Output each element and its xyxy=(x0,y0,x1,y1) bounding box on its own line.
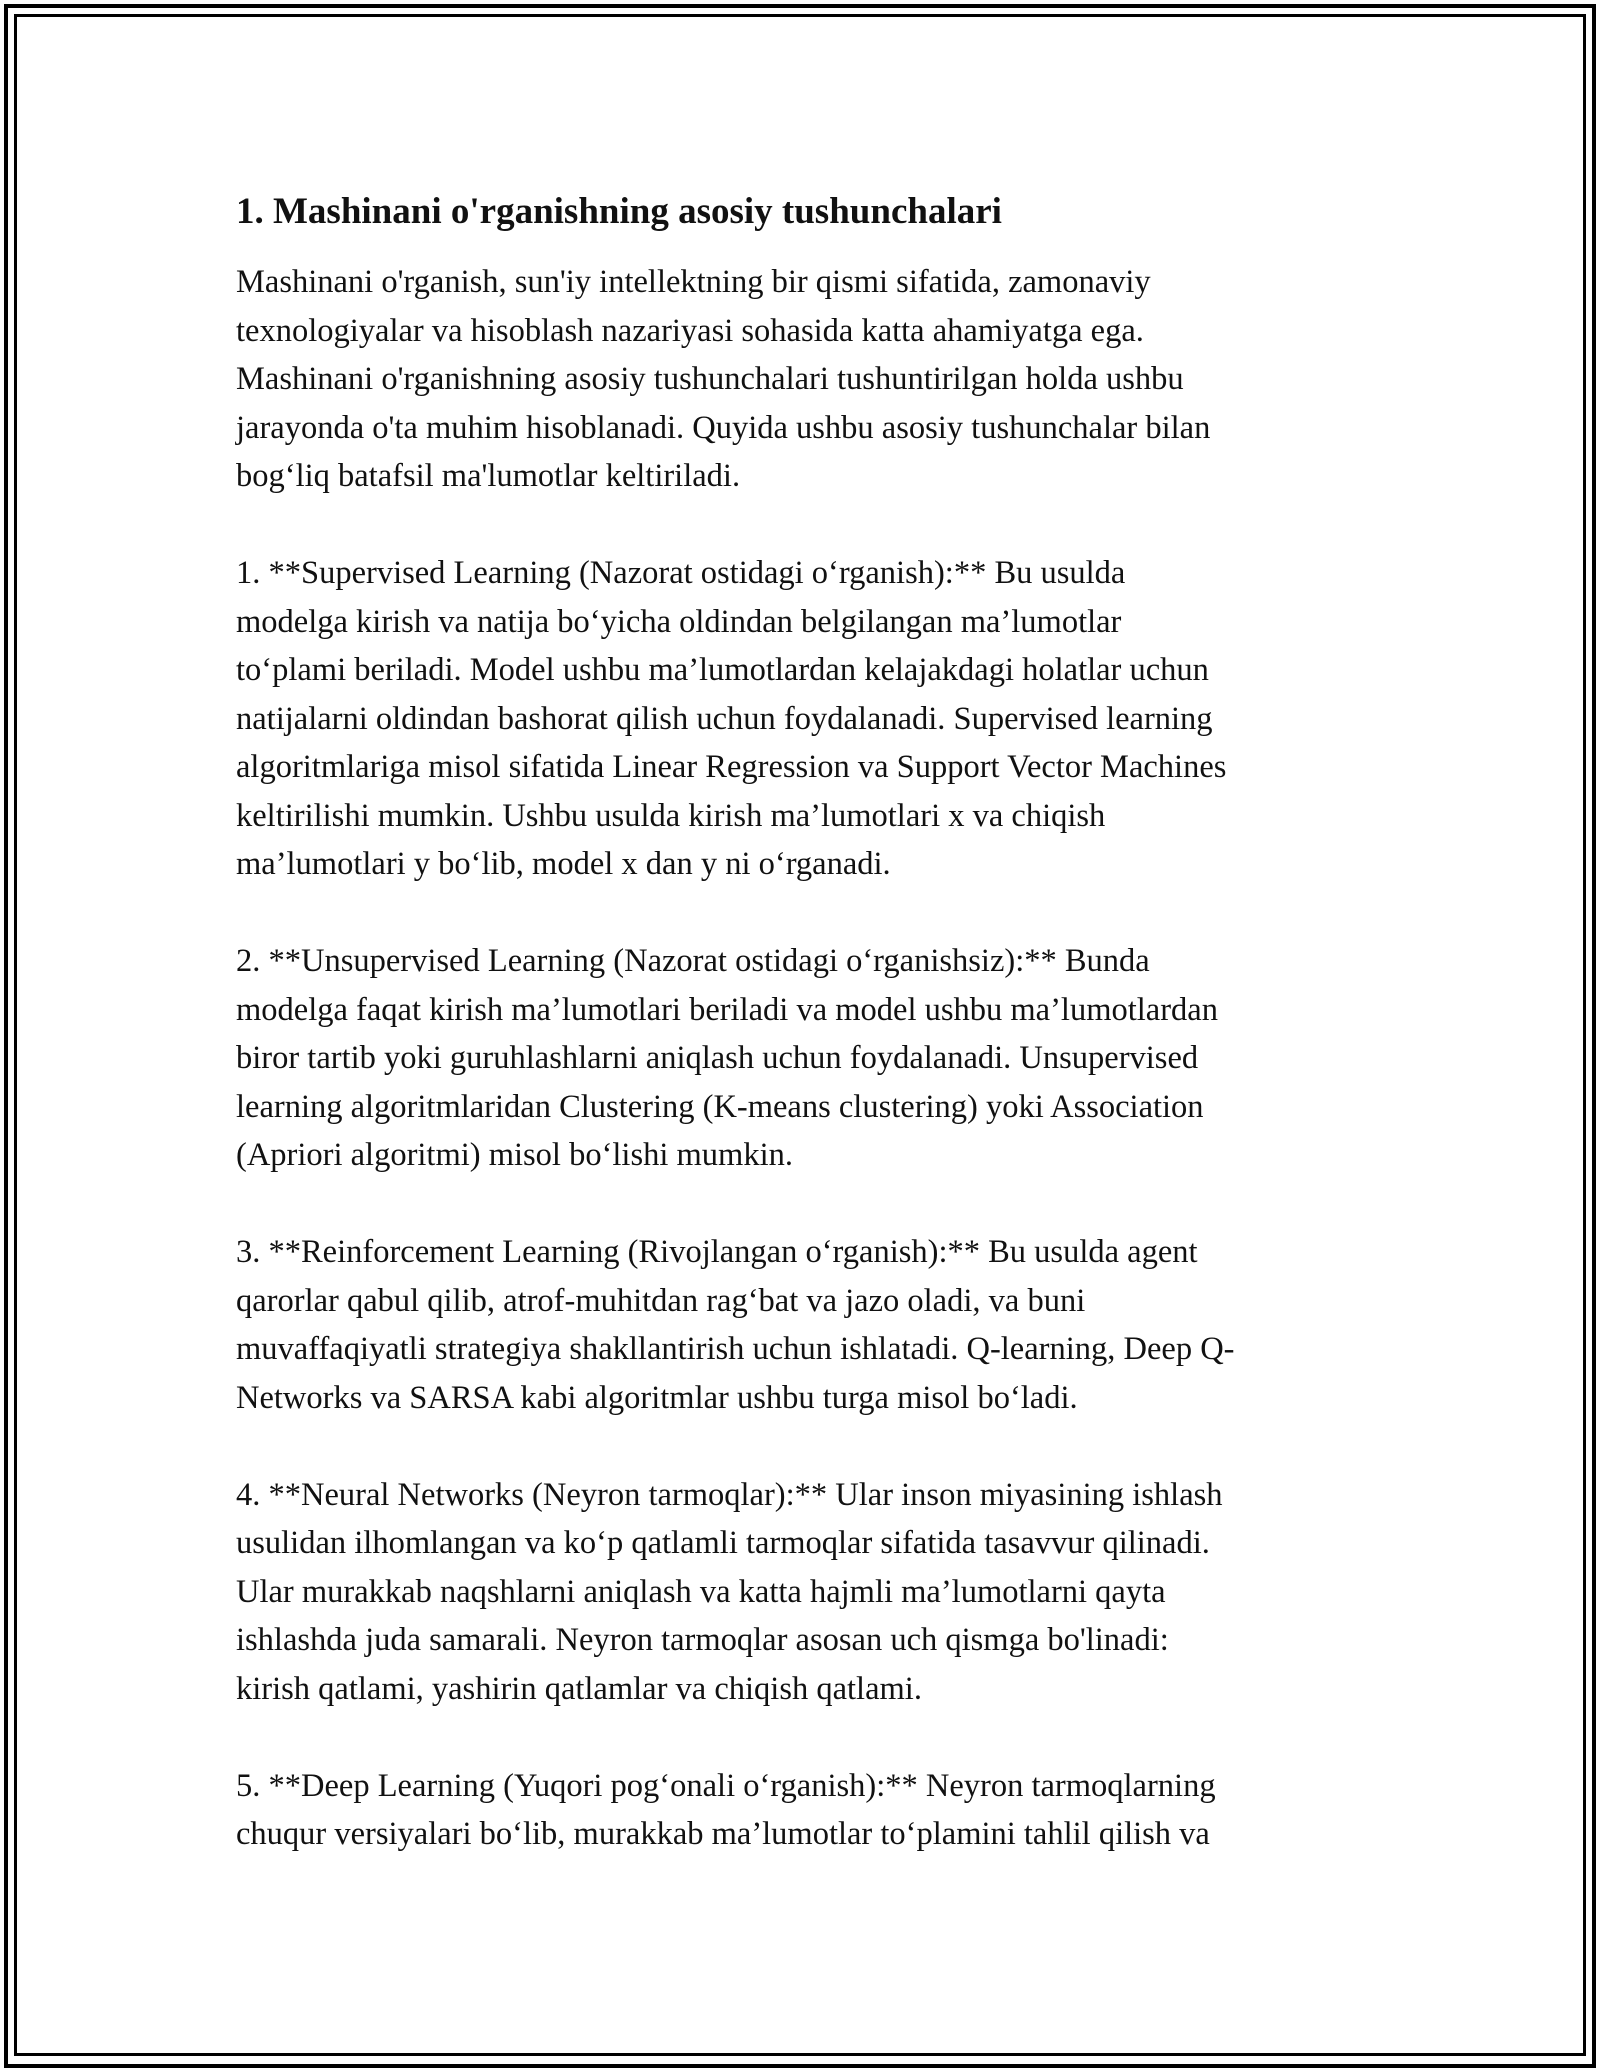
text-line: bog‘liq batafsil ma'lumotlar keltiriladi. xyxy=(236,458,741,494)
text-line: learning algoritmlaridan Clustering (K-means clustering) yoki Association xyxy=(236,1088,1204,1125)
supervised-learning-paragraph xyxy=(236,549,1366,889)
text-line: Mashinani o'rganish, sun'iy intellektning bir qismi sifatida, zamonaviy xyxy=(236,264,1151,300)
text-line: algoritmlariga misol sifatida Linear Regression va Support Vector Machines xyxy=(236,749,1227,785)
text-line: ishlashda juda samarali. Neyron tarmoqlar asosan uch qismga bo'linadi: xyxy=(236,1622,1169,1658)
text-line: kirish qatlami, yashirin qatlamlar va chiqish qatlami. xyxy=(236,1670,922,1707)
text-line: texnologiyalar va hisoblash nazariyasi sohasida katta ahamiyatga ega. xyxy=(236,312,1144,349)
text-line: usulidan ilhomlangan va ko‘p qatlamli tarmoqlar sifatida tasavvur qilinadi. xyxy=(236,1525,1210,1561)
intro-paragraph xyxy=(236,258,1366,501)
text-line: muvaffaqiyatli strategiya shakllantirish uchun ishlatadi. Q-learning, Deep Q- xyxy=(236,1331,1235,1367)
text-line: Networks va SARSA kabi algoritmlar ushbu turga misol bo‘ladi. xyxy=(236,1379,1078,1416)
text-line: 5. **Deep Learning (Yuqori pog‘onali o‘rganish):** Neyron tarmoqlarning xyxy=(236,1767,1216,1804)
text-line: (Apriori algoritmi) misol bo‘lishi mumkin. xyxy=(236,1137,793,1173)
text-line: natijalarni oldindan bashorat qilish uchun foydalanadi. Supervised learning xyxy=(236,700,1213,737)
text-line: to‘plami beriladi. Model ushbu ma’lumotlardan kelajakdagi holatlar uchun xyxy=(236,652,1209,688)
text-line: biror tartib yoki guruhlashlarni aniqlash uchun foydalanadi. Unsupervised xyxy=(236,1040,1199,1076)
text-line: 1. **Supervised Learning (Nazorat ostidagi o‘rganish):** Bu usulda xyxy=(236,555,1126,591)
text-line: 4. **Neural Networks (Neyron tarmoqlar):** Ular inson miyasining ishlash xyxy=(236,1476,1223,1513)
text-line: keltirilishi mumkin. Ushbu usulda kirish ma’lumotlari x va chiqish xyxy=(236,797,1106,834)
text-line: 2. **Unsupervised Learning (Nazorat ostidagi o‘rganishsiz):** Bunda xyxy=(236,943,1150,979)
neural-networks-paragraph xyxy=(236,1471,1366,1714)
text-line: qarorlar qabul qilib, atrof-muhitdan rag‘bat va jazo oladi, va buni xyxy=(236,1282,1086,1319)
text-line: 3. **Reinforcement Learning (Rivojlangan o‘rganish):** Bu usulda agent xyxy=(236,1234,1198,1270)
reinforcement-learning-paragraph xyxy=(236,1228,1366,1422)
document-body xyxy=(236,188,1366,1907)
deep-learning-paragraph xyxy=(236,1762,1366,1859)
text-line: Mashinani o'rganishning asosiy tushunchalari tushuntirilgan holda ushbu xyxy=(236,361,1184,397)
text-line: jarayonda o'ta muhim hisoblanadi. Quyida ushbu asosiy tushunchalar bilan xyxy=(236,409,1211,446)
text-line: chuqur versiyalari bo‘lib, murakkab ma’lumotlar to‘plamini tahlil qilish va xyxy=(236,1816,1210,1852)
section-heading: 1. Mashinani o'rganishning asosiy tushunchalari xyxy=(236,191,1002,232)
text-line: modelga faqat kirish ma’lumotlari beriladi va model ushbu ma’lumotlardan xyxy=(236,991,1218,1028)
unsupervised-learning-paragraph xyxy=(236,937,1366,1180)
text-line: Ular murakkab naqshlarni aniqlash va katta hajmli ma’lumotlarni qayta xyxy=(236,1573,1166,1610)
text-line: modelga kirish va natija bo‘yicha oldindan belgilangan ma’lumotlar xyxy=(236,603,1122,640)
text-line: ma’lumotlari y bo‘lib, model x dan y ni o‘rganadi. xyxy=(236,846,891,882)
